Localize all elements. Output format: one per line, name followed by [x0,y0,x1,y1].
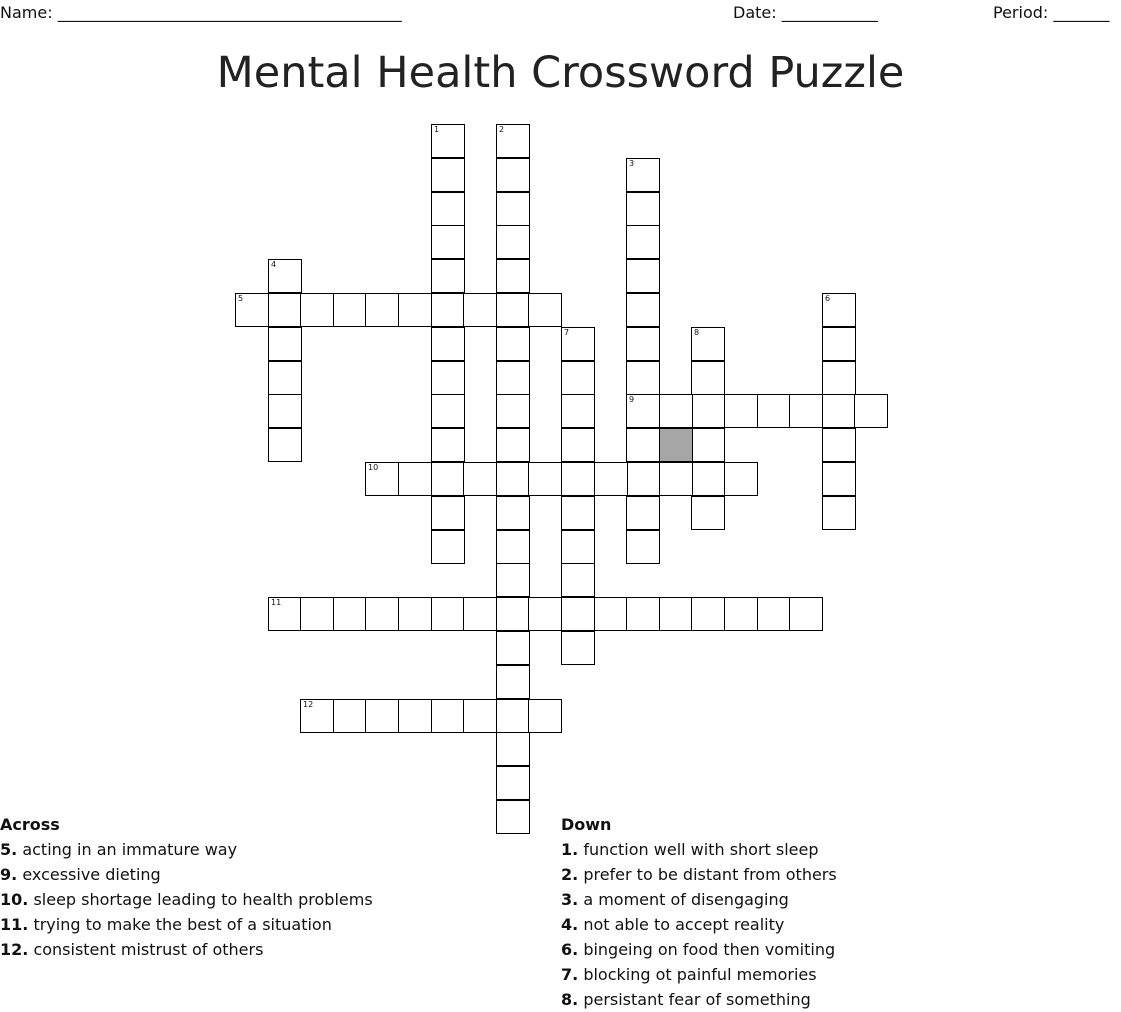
crossword-cell[interactable] [496,699,530,733]
crossword-cell[interactable] [333,597,367,631]
crossword-cell[interactable] [659,462,693,496]
crossword-cell[interactable] [496,766,530,800]
crossword-cell[interactable] [822,428,856,462]
crossword-cell[interactable] [691,361,725,395]
crossword-cell[interactable] [626,530,660,564]
down-clue: 2. prefer to be distant from others [561,865,837,884]
crossword-cell[interactable] [626,428,660,462]
crossword-cell[interactable] [268,597,302,631]
crossword-cell[interactable] [528,699,562,733]
crossword-cell[interactable] [431,124,465,158]
across-clue: 9. excessive dieting [0,865,161,884]
crossword-cell[interactable] [300,699,334,733]
clue-number: 7 [564,328,570,337]
crossword-cell[interactable] [789,394,823,428]
crossword-cell[interactable] [496,631,530,665]
crossword-cell[interactable] [431,192,465,226]
clue-number: 3 [629,159,635,168]
crossword-cell[interactable] [626,361,660,395]
crossword-cell[interactable] [431,530,465,564]
crossword-cell[interactable] [300,597,334,631]
crossword-cell[interactable] [365,293,399,327]
page-title: Mental Health Crossword Puzzle [216,48,905,98]
crossword-cell[interactable] [300,293,334,327]
crossword-cell[interactable] [431,158,465,192]
crossword-cell[interactable] [724,462,758,496]
crossword-cell[interactable] [398,597,432,631]
crossword-cell[interactable] [789,597,823,631]
down-clue: 7. blocking ot painful memories [561,965,817,984]
crossword-cell[interactable] [626,158,660,192]
clue-number: 10 [368,463,379,472]
crossword-cell[interactable] [496,293,530,327]
crossword-cell[interactable] [561,394,595,428]
clue-number: 6 [825,294,831,303]
crossword-cell[interactable] [431,361,465,395]
crossword-cell[interactable] [496,530,530,564]
down-clue: 8. persistant fear of something [561,990,811,1009]
crossword-cell[interactable] [496,800,530,834]
crossword-cell[interactable] [626,259,660,293]
crossword-cell[interactable] [626,327,660,361]
crossword-cell[interactable] [496,496,530,530]
crossword-cell[interactable] [854,394,888,428]
crossword-cell[interactable] [463,462,497,496]
crossword-cell[interactable] [496,192,530,226]
crossword-cell[interactable] [496,158,530,192]
crossword-cell[interactable] [431,496,465,530]
crossword-cell[interactable] [691,462,725,496]
crossword-cell[interactable] [561,563,595,597]
down-clues [561,812,837,1012]
crossword-cell[interactable] [365,597,399,631]
crossword-cell[interactable] [463,293,497,327]
crossword-cell[interactable] [496,732,530,766]
crossword-cell[interactable] [691,597,725,631]
date-line[interactable]: ____________ [781,3,878,22]
crossword-cell[interactable] [822,462,856,496]
across-clue: 12. consistent mistrust of others [0,940,264,959]
crossword-cell[interactable] [626,597,660,631]
crossword-cell[interactable] [496,124,530,158]
crossword-cell[interactable] [398,462,432,496]
crossword-cell[interactable] [431,699,465,733]
clue-number: 11 [271,598,282,607]
crossword-cell[interactable] [398,293,432,327]
crossword-cell[interactable] [431,225,465,259]
down-clue: 3. a moment of disengaging [561,890,789,909]
crossword-cell[interactable] [496,428,530,462]
name-line[interactable]: ___________________________________________ [57,3,402,22]
crossword-cell[interactable] [496,597,530,631]
crossword-cell[interactable] [626,394,660,428]
crossword-cell[interactable] [431,394,465,428]
crossword-cell[interactable] [659,597,693,631]
period-label: Period: [993,3,1049,22]
crossword-cell[interactable] [431,327,465,361]
crossword-cell[interactable] [561,597,595,631]
clue-number: 12 [303,700,314,709]
crossword-cell[interactable] [333,699,367,733]
crossword-cell[interactable] [268,293,302,327]
crossword-cell[interactable] [496,394,530,428]
clue-number: 1 [434,125,440,134]
name-label: Name: [0,3,53,22]
crossword-cell[interactable] [626,225,660,259]
crossword-cell[interactable] [691,394,725,428]
crossword-cell[interactable] [594,597,628,631]
shaded-cell [659,428,693,462]
crossword-cell[interactable] [659,394,693,428]
crossword-cell[interactable] [724,597,758,631]
crossword-cell[interactable] [365,699,399,733]
crossword-cell[interactable] [496,259,530,293]
crossword-cell[interactable] [691,496,725,530]
crossword-cell[interactable] [496,225,530,259]
crossword-cell[interactable] [691,428,725,462]
crossword-cell[interactable] [757,597,791,631]
crossword-cell[interactable] [496,563,530,597]
crossword-cell[interactable] [626,192,660,226]
crossword-cell[interactable] [757,394,791,428]
clue-number: 5 [238,294,244,303]
crossword-cell[interactable] [691,327,725,361]
crossword-cell[interactable] [365,462,399,496]
crossword-cell[interactable] [561,327,595,361]
period-line[interactable]: _______ [1053,3,1110,22]
crossword-cell[interactable] [268,327,302,361]
crossword-cell[interactable] [594,462,628,496]
across-clue: 11. trying to make the best of a situation [0,915,332,934]
clue-number: 4 [271,260,277,269]
crossword-cell[interactable] [431,428,465,462]
down-clue: 1. function well with short sleep [561,840,819,859]
crossword-cell[interactable] [724,394,758,428]
crossword-cell[interactable] [268,428,302,462]
down-clue: 6. bingeing on food then vomiting [561,940,836,959]
crossword-cell[interactable] [431,259,465,293]
crossword-cell[interactable] [496,327,530,361]
crossword-cell[interactable] [333,293,367,327]
crossword-cell[interactable] [528,597,562,631]
crossword-cell[interactable] [561,462,595,496]
across-heading: Across [0,815,60,834]
crossword-cell[interactable] [431,293,465,327]
down-clue: 4. not able to accept reality [561,915,785,934]
crossword-cell[interactable] [561,530,595,564]
crossword-cell[interactable] [268,259,302,293]
crossword-cell[interactable] [496,361,530,395]
crossword-cell[interactable] [496,462,530,496]
crossword-cell[interactable] [822,293,856,327]
across-clue: 5. acting in an immature way [0,840,238,859]
crossword-cell[interactable] [496,665,530,699]
crossword-cell[interactable] [626,496,660,530]
down-heading: Down [561,815,612,834]
crossword-cell[interactable] [431,462,465,496]
clue-number: 9 [629,395,635,404]
crossword-cell[interactable] [561,428,595,462]
crossword-cell[interactable] [822,394,856,428]
crossword-cell[interactable] [528,293,562,327]
crossword-cell[interactable] [561,496,595,530]
crossword-cell[interactable] [463,699,497,733]
clue-number: 2 [499,125,505,134]
clue-number: 8 [694,328,700,337]
crossword-cell[interactable] [822,496,856,530]
crossword-cell[interactable] [463,597,497,631]
crossword-cell[interactable] [398,699,432,733]
crossword-cell[interactable] [268,361,302,395]
crossword-cell[interactable] [235,293,269,327]
crossword-cell[interactable] [528,462,562,496]
date-label: Date: [733,3,777,22]
crossword-cell[interactable] [626,293,660,327]
crossword-cell[interactable] [822,327,856,361]
crossword-cell[interactable] [626,462,660,496]
crossword-cell[interactable] [431,597,465,631]
crossword-cell[interactable] [561,361,595,395]
across-clues [0,812,373,962]
crossword-cell[interactable] [822,361,856,395]
across-clue: 10. sleep shortage leading to health problems [0,890,373,909]
crossword-cell[interactable] [561,631,595,665]
crossword-cell[interactable] [268,394,302,428]
